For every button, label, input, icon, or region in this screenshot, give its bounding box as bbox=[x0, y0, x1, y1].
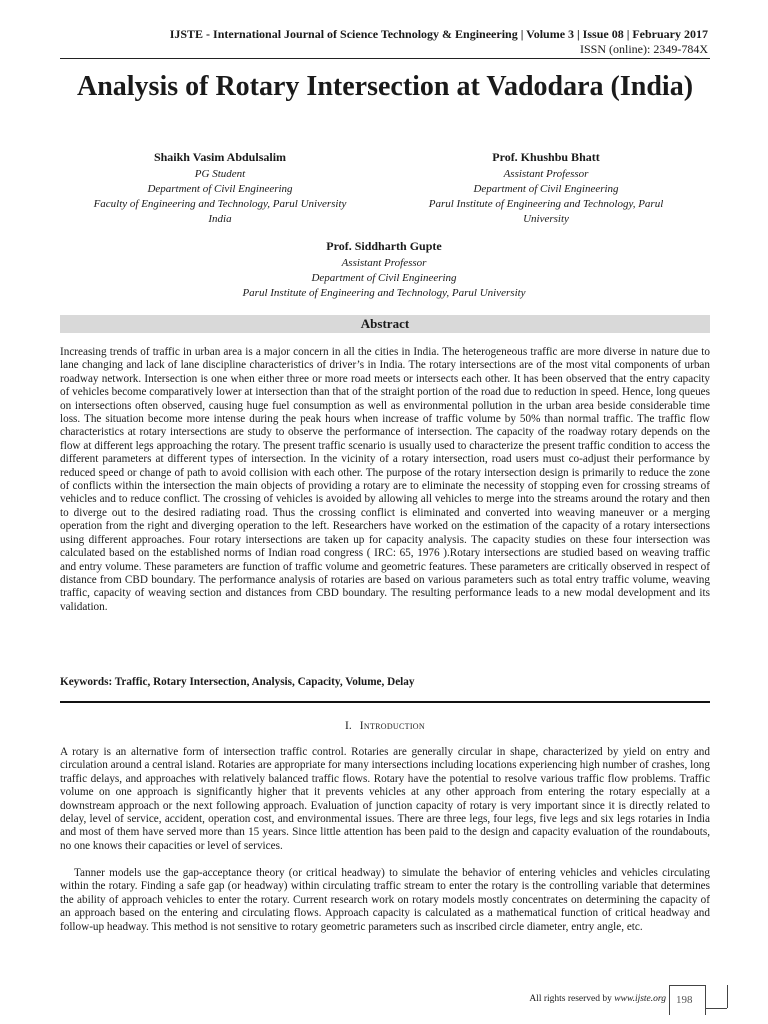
paper-title: Analysis of Rotary Intersection at Vadodara (India) bbox=[76, 71, 694, 102]
author-block-1 bbox=[60, 147, 380, 227]
section-number: I. bbox=[345, 720, 352, 732]
author-institution: Parul Institute of Engineering and Technology, Parul bbox=[428, 198, 664, 210]
footer-rights bbox=[529, 994, 666, 1004]
author-name: Prof. Khushbu Bhatt bbox=[492, 150, 600, 164]
page-number-frame bbox=[669, 985, 670, 1015]
intro-paragraph-1: A rotary is an alternative form of intersection traffic control. Rotaries are generally circular in shape, characterized by yield on entry and circulation around a central island. Rotaries are appropriate for many intersections including locations experiencing high number of crashes, long traffic delays, and approaches with relatively balanced traffic flows. Rotary have the potential to resolve various traffic flow problems. Traffic volume on one approach is significantly higher that it prevents vehicles at any other approach from entering the rotary especially at a downstream approach or the next following approach. Evaluation of junction capacity of rotary is very important since it is directly related to delay, level of service, accident, operation cost, and environmental issues. There are three legs, four legs, five legs and six legs rotaries in India and most of them have served more than 15 years. Since little attention has been paid to the design and capacity evaluation of the roundabouts, no one knows their capacities or level of services. bbox=[60, 746, 710, 852]
page-number: 198 bbox=[676, 994, 693, 1006]
author-department: Department of Civil Engineering bbox=[147, 183, 293, 195]
journal-header: IJSTE - International Journal of Science Technology & Engineering | Volume 3 | Issue 08 | February 2017 bbox=[169, 27, 708, 41]
author-institution: Faculty of Engineering and Technology, Parul University bbox=[93, 198, 347, 210]
abstract-heading: Abstract bbox=[60, 315, 710, 333]
author-department: Department of Civil Engineering bbox=[473, 183, 619, 195]
page-number-frame bbox=[705, 985, 706, 1015]
header-divider bbox=[60, 58, 710, 59]
author-institution-cont: University bbox=[523, 213, 569, 225]
author-institution: Parul Institute of Engineering and Technology, Parul University bbox=[242, 287, 526, 299]
page-number-frame bbox=[669, 985, 705, 986]
footer-website-link[interactable]: www.ijste.org bbox=[614, 994, 666, 1004]
keywords: Keywords: Traffic, Rotary Intersection, Analysis, Capacity, Volume, Delay bbox=[60, 676, 415, 688]
author-name: Prof. Siddharth Gupte bbox=[326, 239, 442, 253]
abstract-text: Increasing trends of traffic in urban area is a major concern in all the cities in India. The heterogeneous traffic are more diverse in nature due to lane changing and lack of lane discipline characteristics of driver’s in India. The rotary intersections are of the most vital components of urban roadway network. Intersection is one when either three or more road meets or intersects each other. It has been observed that the entry capacity of vehicles become comparatively lower at intersection than that of the straight portion of the road due to reduction in speed. Hence, long queues on intersections often observed, causing huge fuel consumption as well as environmental pollution in the urban area beside considerable time loss. The situation become more intense during the peak hours when increase of traffic volume by 50% than normal traffic. The traffic flow characteristics at rotary intersections are study to observe the performance of intersection. The capacity of the roadway rotary depends on the flow at different legs approaching the rotary. The present traffic scenario is usually used to characterize the present traffic condition to access the different parameters at different types of intersection. In the vicinity of a rotary intersection, road users must co-adjust their performance by reduced speed or change of path to avoid collision with each other. The purpose of the rotary intersection design is primarily to reduce the zone of conflicts within the intersection the main objects of providing a rotary are to eliminate the necessity of stopping even for crossing streams of vehicles and to reduce conflict. The crossing of vehicles is avoided by allowing all vehicles to merge into the streams around the rotary and then to diverge out to the desired radiating road. Thus the crossing conflict is eliminated and converted into weaving maneuver or a merging operation from the right and diverging operation to the left. Researchers have worked on the estimation of the capacity of a rotary intersections using different approaches. Four rotary intersections are taken up for capacity analysis. The capacity studies on these four intersection was calculated based on the established norms of Indian road congress ( IRC: 65, 1976 ).Rotary intersections are studied based on weaving traffic and entry volume. These parameters are function of traffic volume and geometric features. These parameters are critically observed in respect of distance from CBD boundary. The performance analysis of rotaries are based on various parameters such as total entry traffic volume, weaving traffic, capacity of weaving section and distances from CBD boundary. The resulting performance leads to a new modal development and its validation. bbox=[60, 346, 710, 613]
author-name: Shaikh Vasim Abdulsalim bbox=[153, 150, 287, 164]
intro-paragraph-2: Tanner models use the gap-acceptance theory (or critical headway) to simulate the behavior of entering vehicles and vehicles circulating within the rotary. Finding a safe gap (or headway) within circulating traffic stream to enter the rotary is the controlling variable that determines the ability of approach vehicles to enter the rotary. Current research work on rotary models mostly concentrates on determining the capacity of an approach based on the entering and circulating flows. Approach capacity is calculated as a mathematical function of critical headway and follow-up headway. This method is not sensitive to rotary geometric parameters such as inscribed circle diameter, entry angle, etc. bbox=[60, 867, 710, 933]
issn-line: ISSN (online): 2349-784X bbox=[580, 42, 708, 56]
page-number-frame bbox=[705, 1008, 727, 1009]
author-position: Assistant Professor bbox=[341, 257, 427, 269]
author-position: Assistant Professor bbox=[503, 168, 589, 180]
author-country: India bbox=[208, 213, 232, 225]
author-department: Department of Civil Engineering bbox=[311, 272, 457, 284]
section-divider bbox=[60, 701, 710, 703]
section-title: Introduction bbox=[359, 720, 425, 732]
author-block-3 bbox=[120, 236, 648, 301]
page-number-frame bbox=[727, 985, 728, 1008]
section-heading-introduction bbox=[60, 720, 710, 732]
author-block-2 bbox=[400, 147, 692, 227]
footer-rights-text: All rights reserved by bbox=[529, 994, 612, 1004]
author-position: PG Student bbox=[194, 168, 246, 180]
